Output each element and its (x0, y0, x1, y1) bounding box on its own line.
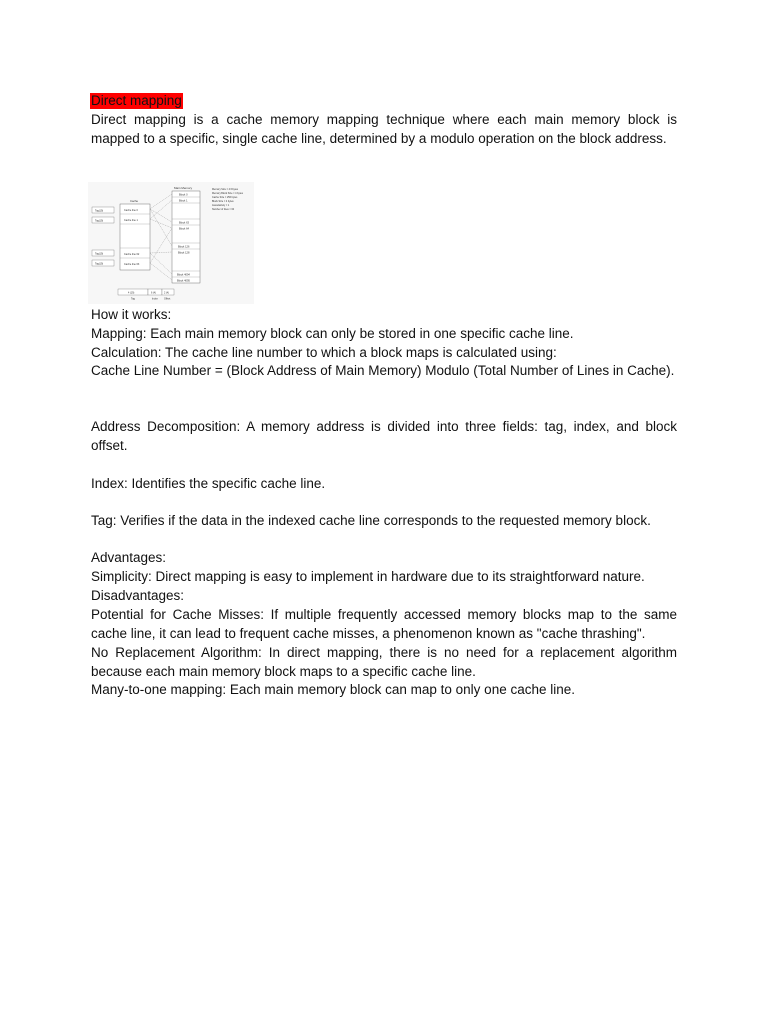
diagram-title: Main Memory (174, 186, 193, 190)
tag-label: Tag(19) (95, 209, 104, 213)
cache-line-label: Cache line 0 (124, 209, 138, 212)
address-field-label: Offset (164, 297, 171, 301)
many-to-one-line: Many-to-one mapping: Each main memory block can map to only one cache line. (91, 682, 575, 697)
tag-label: Tag(19) (95, 252, 104, 256)
tag-label: Tag(19) (95, 219, 104, 223)
simplicity-line: Simplicity: Direct mapping is easy to implement in hardware due to its straightforward nature. (91, 569, 645, 584)
block-label: Block 64 (179, 227, 189, 231)
block-label: Block 0 (179, 193, 188, 197)
address-field: 4 (19) (128, 291, 135, 295)
diagram-note: Block Size = 4 bytes (212, 200, 234, 203)
direct-mapping-diagram (88, 182, 254, 304)
block-label: Block 126 (178, 245, 190, 249)
block-label: Block 4094 (177, 273, 190, 277)
cache-label: Cache (130, 199, 139, 203)
address-decomposition: Address Decomposition: A memory address is divided into three fields: tag, index, and block offset. (91, 419, 677, 453)
diagram-note: Number of lines = 64 (212, 208, 235, 211)
cache-line-label: Cache line 62 (124, 253, 140, 256)
address-field: 6 (4) (151, 291, 156, 295)
address-field-label: Index (152, 297, 158, 301)
diagram-note: Memory Block Size = 4 bytes (212, 192, 243, 195)
diagram-note: Associativity = 1 (212, 204, 230, 207)
block-label: Block 4095 (177, 279, 190, 283)
diagram-note: Memory Size = 4 Kbytes (212, 188, 238, 191)
no-replacement-paragraph: No Replacement Algorithm: In direct mapping, there is no need for a replacement algorithm because each main memory block maps to a specific cache line. (91, 645, 677, 679)
tag-line: Tag: Verifies if the data in the indexed cache line corresponds to the requested memory block. (91, 513, 651, 528)
cache-line-label: Cache line 1 (124, 219, 138, 222)
cache-misses-paragraph: Potential for Cache Misses: If multiple frequently accessed memory blocks map to the same cache line, it can lead to frequent cache misses, a phenomenon known as "cache thrashing". (91, 607, 677, 641)
cache-line-label: Cache line 63 (124, 263, 140, 266)
advantages-title: Advantages: (91, 550, 167, 565)
how-it-works-title: How it works: (91, 307, 172, 322)
address-field-label: Tag (131, 297, 135, 301)
tag-label: Tag(19) (95, 262, 104, 266)
mapping-line: Mapping: Each main memory block can only be stored in one specific cache line. (91, 326, 574, 341)
main-memory-column (172, 191, 200, 283)
disadvantages-title: Disadvantages: (91, 588, 185, 603)
block-label: Block 128 (178, 251, 190, 255)
formula-line: Cache Line Number = (Block Address of Main Memory) Modulo (Total Number of Lines in Cache). (91, 363, 675, 378)
diagram-note: Cache Size = 256 bytes (212, 196, 238, 199)
address-field: 2 (4) (164, 291, 169, 295)
block-label: Block 63 (179, 221, 189, 225)
intro-paragraph: Direct mapping is a cache memory mapping technique where each main memory block is mapped to a specific, single cache line, determined by a modulo operation on the block address. (91, 112, 677, 146)
index-line: Index: Identifies the specific cache line. (91, 476, 326, 491)
heading-direct-mapping: Direct mapping (91, 93, 182, 108)
block-label: Block 1 (179, 199, 188, 203)
calculation-line: Calculation: The cache line number to which a block maps is calculated using: (91, 345, 557, 360)
